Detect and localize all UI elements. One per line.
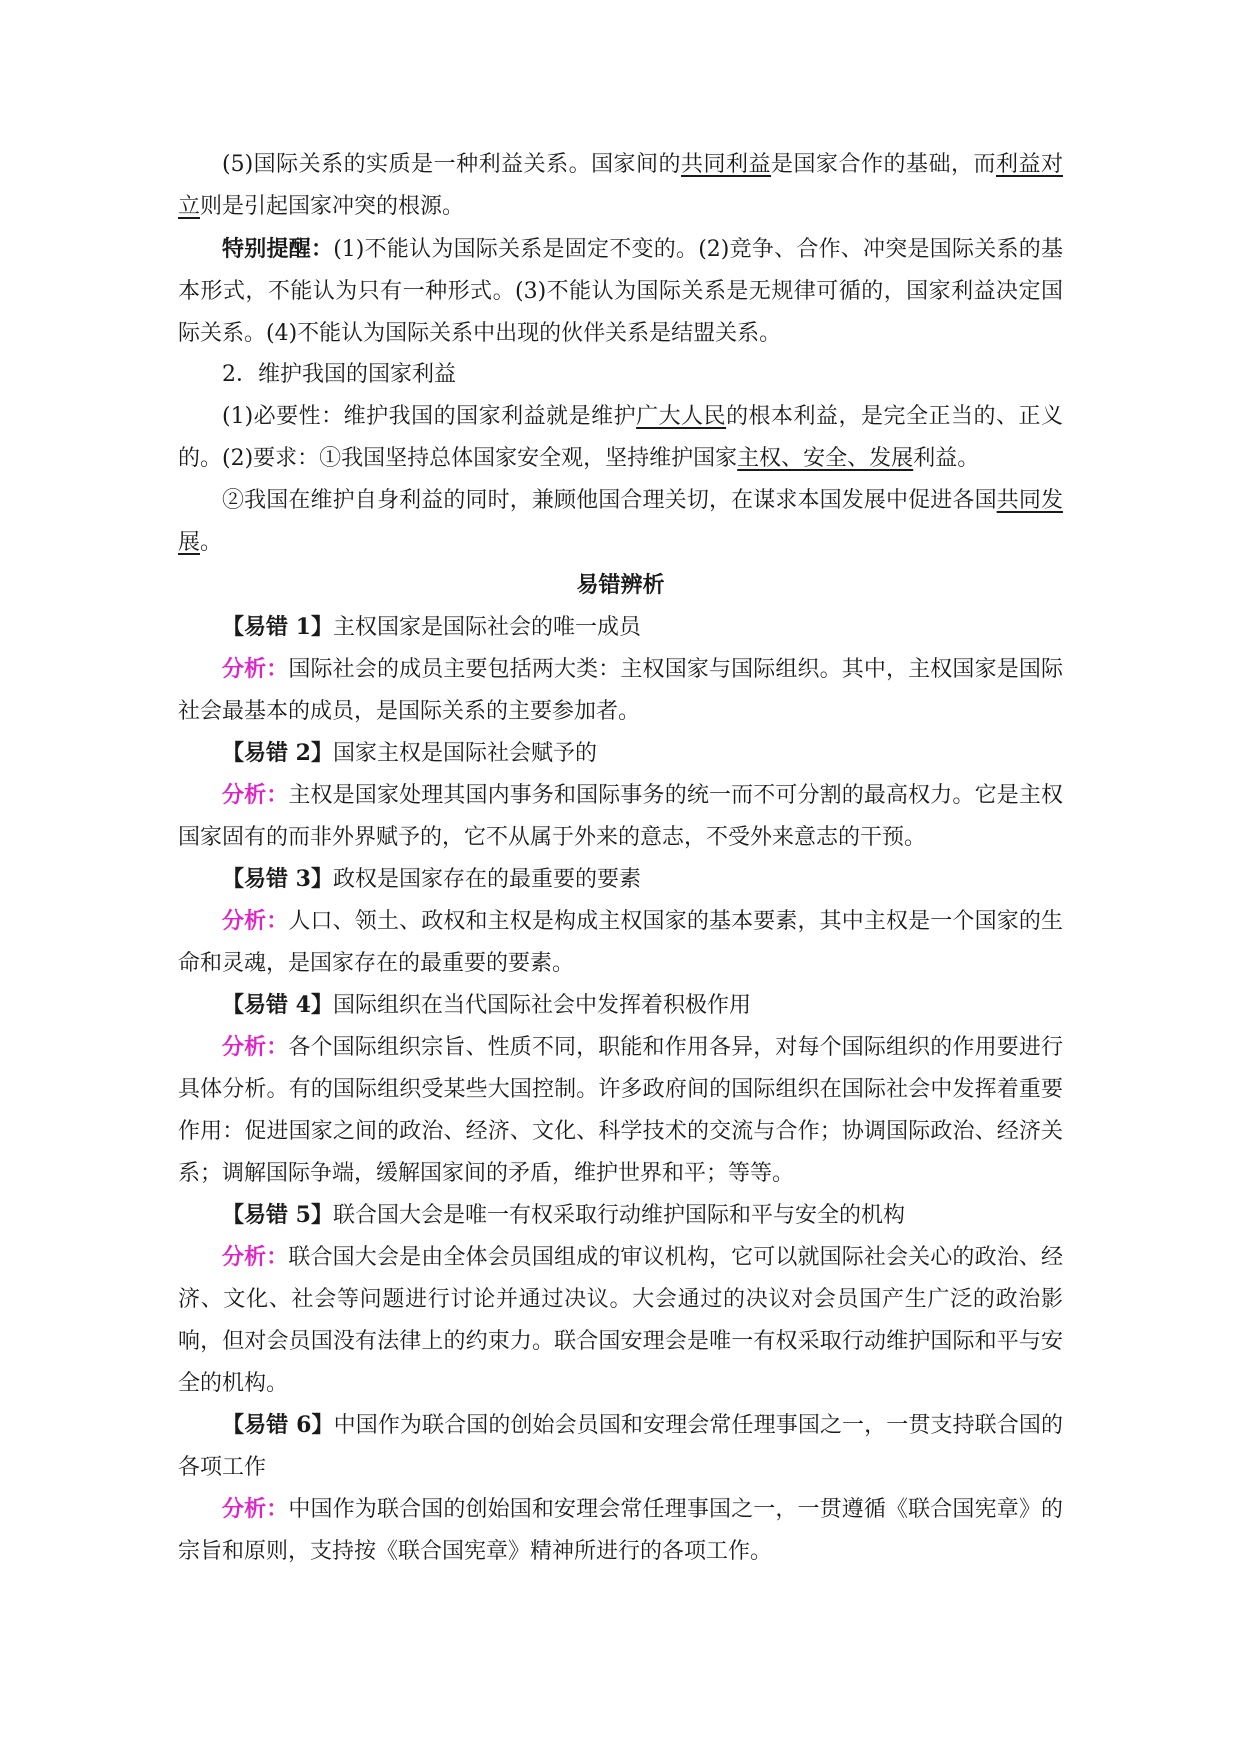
analysis-text: 人口、领土、政权和主权是构成主权国家的基本要素，其中主权是一个国家的生命和灵魂，是国家存在的最重要的要素。 <box>178 909 1063 976</box>
analysis-label: 分析： <box>222 656 289 682</box>
text-segment: 则是引起国家冲突的根源。 <box>200 194 465 219</box>
error-title: 国际组织在当代国际社会中发挥着积极作用 <box>332 993 751 1018</box>
error-item-title <box>178 1404 1063 1489</box>
underlined-term: 主权、安全、发展 <box>737 446 914 471</box>
analysis-text: 主权是国家处理其国内事务和国际事务的统一而不可分割的最高权力。它是主权国家固有的而非外界赋予的，它不从属于外来的意志，不受外来意志的干预。 <box>178 783 1063 850</box>
paragraph-requirement <box>178 438 1063 480</box>
analysis-label: 分析： <box>222 908 289 934</box>
error-title: 中国作为联合国的创始会员国和安理会常任理事国之一，一贯支持联合国的各项工作 <box>178 1413 1063 1480</box>
underlined-term: 广大人民 <box>636 404 727 429</box>
error-title: 联合国大会是唯一有权采取行动维护国际和平与安全的机构 <box>332 1203 905 1228</box>
paragraph-special-reminder <box>178 228 1063 355</box>
analysis-text: 各个国际组织宗旨、性质不同，职能和作用各异，对每个国际组织的作用要进行具体分析。有的国际组织受某些大国控制。许多政府间的国际组织在国际社会中发挥着重要作用：促进国家之间的政治、经济、文化、科学技术的交流与合作；协调国际政治、经济关系；调解国际争端，缓解国家间的矛盾，维护世界和平；等等。 <box>178 1035 1063 1186</box>
text-segment: (2)要求：①我国坚持总体国家安全观，坚持维护国家 <box>222 446 738 471</box>
analysis-label: 分析： <box>222 1496 289 1522</box>
error-title: 政权是国家存在的最重要的要素 <box>332 867 641 892</box>
underlined-term: 共同利益 <box>681 152 772 177</box>
paragraph-international-relations-essence <box>178 144 1063 228</box>
error-analysis <box>178 774 1063 859</box>
text-segment: ②我国在维护自身利益的同时，兼顾他国合理关切，在谋求本国发展中促进各国 <box>222 488 997 513</box>
analysis-label: 分析： <box>222 1034 289 1060</box>
error-analysis <box>178 648 1063 733</box>
text-segment: (5)国际关系的实质是一种利益关系。国家间的 <box>222 152 682 177</box>
error-item-title <box>178 858 1063 901</box>
error-analysis <box>178 900 1063 985</box>
error-item-title <box>178 606 1063 649</box>
analysis-text: 国际社会的成员主要包括两大类：主权国家与国际组织。其中，主权国家是国际社会最基本的成员，是国际关系的主要参加者。 <box>178 657 1063 724</box>
error-label: 【易错 3】 <box>222 866 333 892</box>
underlined-term: 共同发展 <box>178 488 1063 555</box>
text-segment: 利益。 <box>913 446 980 471</box>
paragraph-requirement-2 <box>178 480 1063 564</box>
error-label: 【易错 5】 <box>222 1202 333 1228</box>
reminder-text: (1)不能认为国际关系是固定不变的。(2)竞争、合作、冲突是国际关系的基本形式，不能认为只有一种形式。(3)不能认为国际关系是无规律可循的，国家利益决定国际关系。(4)不能认为国际关系中出现的伙伴关系是结盟关系。 <box>178 237 1063 346</box>
error-label: 【易错 4】 <box>222 992 333 1018</box>
analysis-label: 分析： <box>222 1244 289 1270</box>
errors-section-title: 易错辨析 <box>576 572 665 598</box>
error-item-title <box>178 732 1063 775</box>
error-analysis <box>178 1236 1063 1405</box>
text-segment: 的根本利益，是完全正当的、正义的。 <box>178 404 1063 471</box>
error-label: 【易错 6】 <box>222 1412 334 1438</box>
error-item-title <box>178 984 1063 1027</box>
error-title: 国家主权是国际社会赋予的 <box>332 741 597 766</box>
error-label: 【易错 2】 <box>222 740 333 766</box>
error-title: 主权国家是国际社会的唯一成员 <box>332 615 641 640</box>
error-analysis <box>178 1488 1063 1573</box>
text-segment: 是国家合作的基础，而 <box>771 152 996 177</box>
underlined-term: 利益对立 <box>178 152 1063 219</box>
section-heading-national-interest: 2．维护我国的国家利益 <box>222 362 456 387</box>
reminder-label: 特别提醒： <box>222 236 334 262</box>
error-item-title <box>178 1194 1063 1237</box>
error-analysis <box>178 1026 1063 1195</box>
analysis-text: 联合国大会是由全体会员国组成的审议机构，它可以就国际社会关心的政治、经济、文化、社会等问题进行讨论并通过决议。大会通过的决议对会员国产生广泛的政治影响，但对会员国没有法律上的约束力。联合国安理会是唯一有权采取行动维护国际和平与安全的机构。 <box>178 1245 1063 1396</box>
analysis-text: 中国作为联合国的创始国和安理会常任理事国之一，一贯遵循《联合国宪章》的宗旨和原则，支持按《联合国宪章》精神所进行的各项工作。 <box>178 1497 1063 1564</box>
analysis-label: 分析： <box>222 782 289 808</box>
error-label: 【易错 1】 <box>222 614 333 640</box>
text-segment: 。 <box>200 530 223 555</box>
text-segment: (1)必要性：维护我国的国家利益就是维护 <box>222 404 637 429</box>
